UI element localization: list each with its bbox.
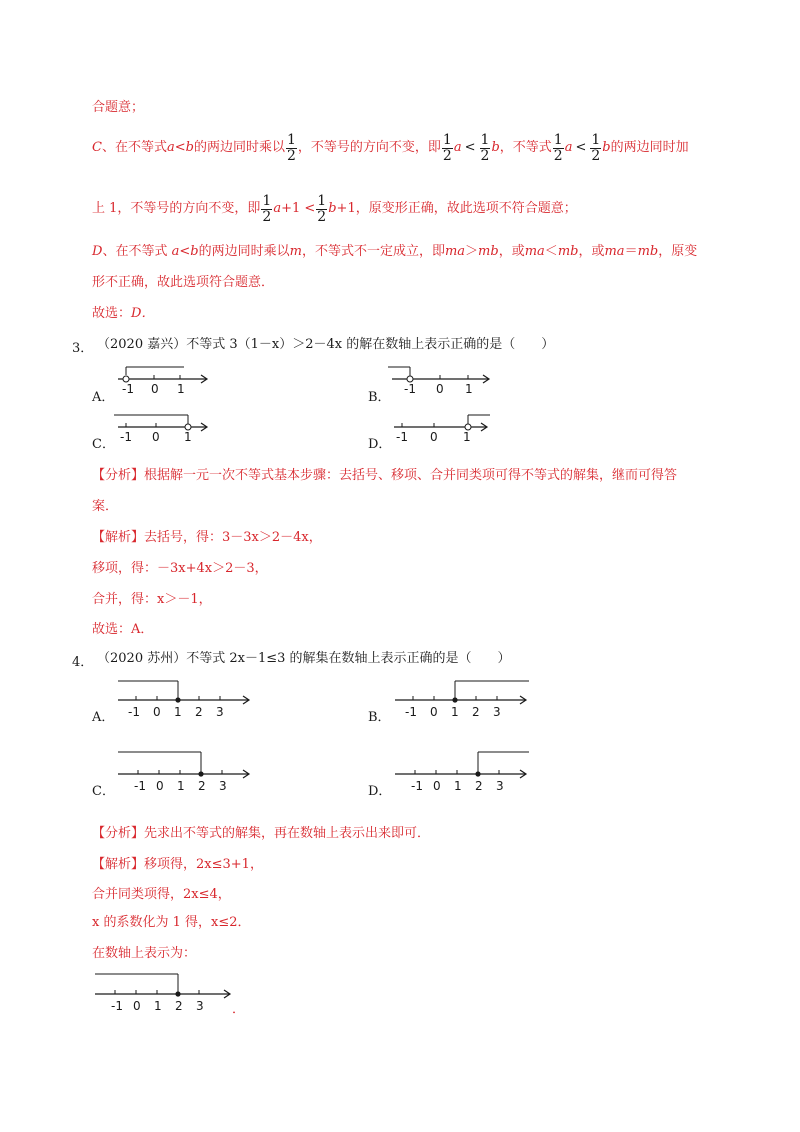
q4-final-period: ． [232, 1002, 246, 1017]
q4-option-a-label: A． [92, 710, 115, 725]
q4-option-a-numberline [118, 678, 252, 718]
svg-text:1: 1 [451, 705, 459, 719]
fraction-half: $\frac{1}{2}$ [317, 192, 327, 225]
svg-text:-1: -1 [128, 705, 140, 719]
fraction-half: $\frac{1}{2}$ [286, 131, 296, 164]
text-seg: ，不等式 [499, 140, 552, 155]
fraction-half: $\frac{1}{2}$ [591, 131, 601, 164]
option-d-explanation-line2: 形不正确，故此选项符合题意． [92, 275, 275, 290]
q4-option-c-numberline [118, 750, 252, 792]
q4-solution-numberline [95, 972, 235, 1014]
question-4-number: 4． [72, 655, 94, 670]
svg-text:0: 0 [430, 705, 438, 719]
svg-text:3: 3 [196, 999, 204, 1013]
option-c-explanation-line1: C 、在不等式 a < b 的两边同时乘以 $\frac{1}{2}$ ，不等号的方向不变，即 $\frac{1}{2}$ a < $\frac{1}{2}$ b ，不等式 $\frac{1}{2}$ a < $\frac{1}{2}$ b 的两边同时加 [92, 131, 689, 164]
q4-option-d-label: D． [368, 784, 392, 799]
svg-text:2: 2 [198, 779, 206, 793]
option-c-explanation-line2: 上 1，不等号的方向不变，即 $\frac{1}{2}$ a +1 < $\frac{1}{2}$ b +1，原变形正确，故此选项不符合题意； [92, 192, 577, 225]
q3-solution-step2: 移项，得：－3x+4x＞2－3， [92, 561, 268, 576]
text-seg: +1，原变形正确，故此选项不符合题意； [336, 201, 577, 216]
question-3-number: 3． [72, 341, 94, 356]
q3-answer: 故选：A． [92, 622, 154, 637]
q3-solution-step3: 合并，得：x＞－1， [92, 592, 212, 607]
fraction-half: $\frac{1}{2}$ [480, 131, 490, 164]
q4-option-c-label: C． [92, 784, 115, 799]
svg-text:3: 3 [496, 779, 504, 793]
text-seg: 、在不等式 [101, 140, 167, 155]
lt-sign: < [174, 140, 186, 155]
svg-text:0: 0 [151, 382, 159, 396]
svg-text:0: 0 [436, 382, 444, 396]
svg-text:1: 1 [465, 382, 473, 396]
svg-text:1: 1 [177, 779, 185, 793]
svg-text:1: 1 [154, 999, 162, 1013]
q3-option-a-label: A． [92, 390, 115, 405]
svg-text:2: 2 [472, 705, 480, 719]
q3-solution-step1: 【解析】去括号，得：3－3x＞2－4x， [92, 530, 322, 545]
svg-text:3: 3 [216, 705, 224, 719]
svg-text:-1: -1 [134, 779, 146, 793]
text-seg: 上 1，不等号的方向不变，即 [92, 201, 261, 216]
q4-option-b-label: B． [368, 710, 391, 725]
fraction-half: $\frac{1}{2}$ [553, 131, 563, 164]
c-label: C [92, 140, 102, 155]
text-seg: ，不等号的方向不变，即 [297, 140, 441, 155]
q4-solution-step2: 合并同类项得，2x≤4， [92, 887, 231, 902]
svg-text:0: 0 [433, 779, 441, 793]
svg-text:2: 2 [175, 999, 183, 1013]
q3-option-c-numberline [114, 408, 214, 444]
q3-analysis-cont: 案． [92, 499, 119, 514]
svg-text:1: 1 [174, 705, 182, 719]
svg-text:-1: -1 [396, 430, 408, 444]
option-d-explanation-line1: D、在不等式 a<b的两边同时乘以m，不等式不一定成立，即ma＞mb，或ma＜mb，或ma＝mb，原变 [92, 244, 698, 259]
svg-text:2: 2 [475, 779, 483, 793]
svg-text:3: 3 [493, 705, 501, 719]
q4-option-d-numberline [395, 750, 533, 792]
q3-option-a-numberline [114, 360, 214, 396]
svg-text:-1: -1 [405, 705, 417, 719]
svg-text:0: 0 [156, 779, 164, 793]
q4-solution-step4: 在数轴上表示为： [92, 946, 197, 961]
text-seg: +1 < [281, 201, 316, 216]
q4-analysis: 【分析】先求出不等式的解集，再在数轴上表示出来即可． [92, 826, 431, 841]
svg-text:1: 1 [184, 430, 192, 444]
q4-solution-step3: x 的系数化为 1 得，x≤2． [92, 915, 251, 930]
svg-text:-1: -1 [411, 779, 423, 793]
svg-text:-1: -1 [122, 382, 134, 396]
text-seg: 的两边同时乘以 [193, 140, 285, 155]
svg-text:3: 3 [219, 779, 227, 793]
q3-option-b-numberline [388, 360, 498, 396]
question-3-text: （2020 嘉兴）不等式 3（1－x）＞2－4x 的解在数轴上表示正确的是（ ） [97, 337, 555, 352]
svg-text:2: 2 [195, 705, 203, 719]
q3-option-c-label: C． [92, 437, 115, 452]
fraction-half: $\frac{1}{2}$ [442, 131, 452, 164]
svg-text:1: 1 [177, 382, 185, 396]
svg-text:1: 1 [463, 430, 471, 444]
text-seg: 的两边同时加 [610, 140, 689, 155]
svg-text:-1: -1 [120, 430, 132, 444]
q3-analysis: 【分析】根据解一元一次不等式基本步骤：去括号、移项、合并同类项可得不等式的解集，继而可得答 [92, 468, 678, 483]
q4-option-b-numberline [395, 678, 533, 718]
answer-line: 故选：D． [92, 306, 155, 321]
svg-text:-1: -1 [404, 382, 416, 396]
svg-text:0: 0 [153, 705, 161, 719]
svg-text:-1: -1 [111, 999, 123, 1013]
svg-text:0: 0 [430, 430, 438, 444]
q3-option-d-numberline [390, 408, 500, 444]
continuation-line: 合题意； [92, 100, 145, 115]
question-4-text: （2020 苏州）不等式 2x－1≤3 的解集在数轴上表示正确的是（ ） [97, 651, 511, 666]
q4-solution-step1: 【解析】移项得，2x≤3+1， [92, 857, 263, 872]
svg-text:0: 0 [152, 430, 160, 444]
q3-option-b-label: B． [368, 390, 391, 405]
svg-text:0: 0 [133, 999, 141, 1013]
fraction-half: $\frac{1}{2}$ [262, 192, 272, 225]
q3-option-d-label: D． [368, 437, 392, 452]
svg-text:1: 1 [454, 779, 462, 793]
